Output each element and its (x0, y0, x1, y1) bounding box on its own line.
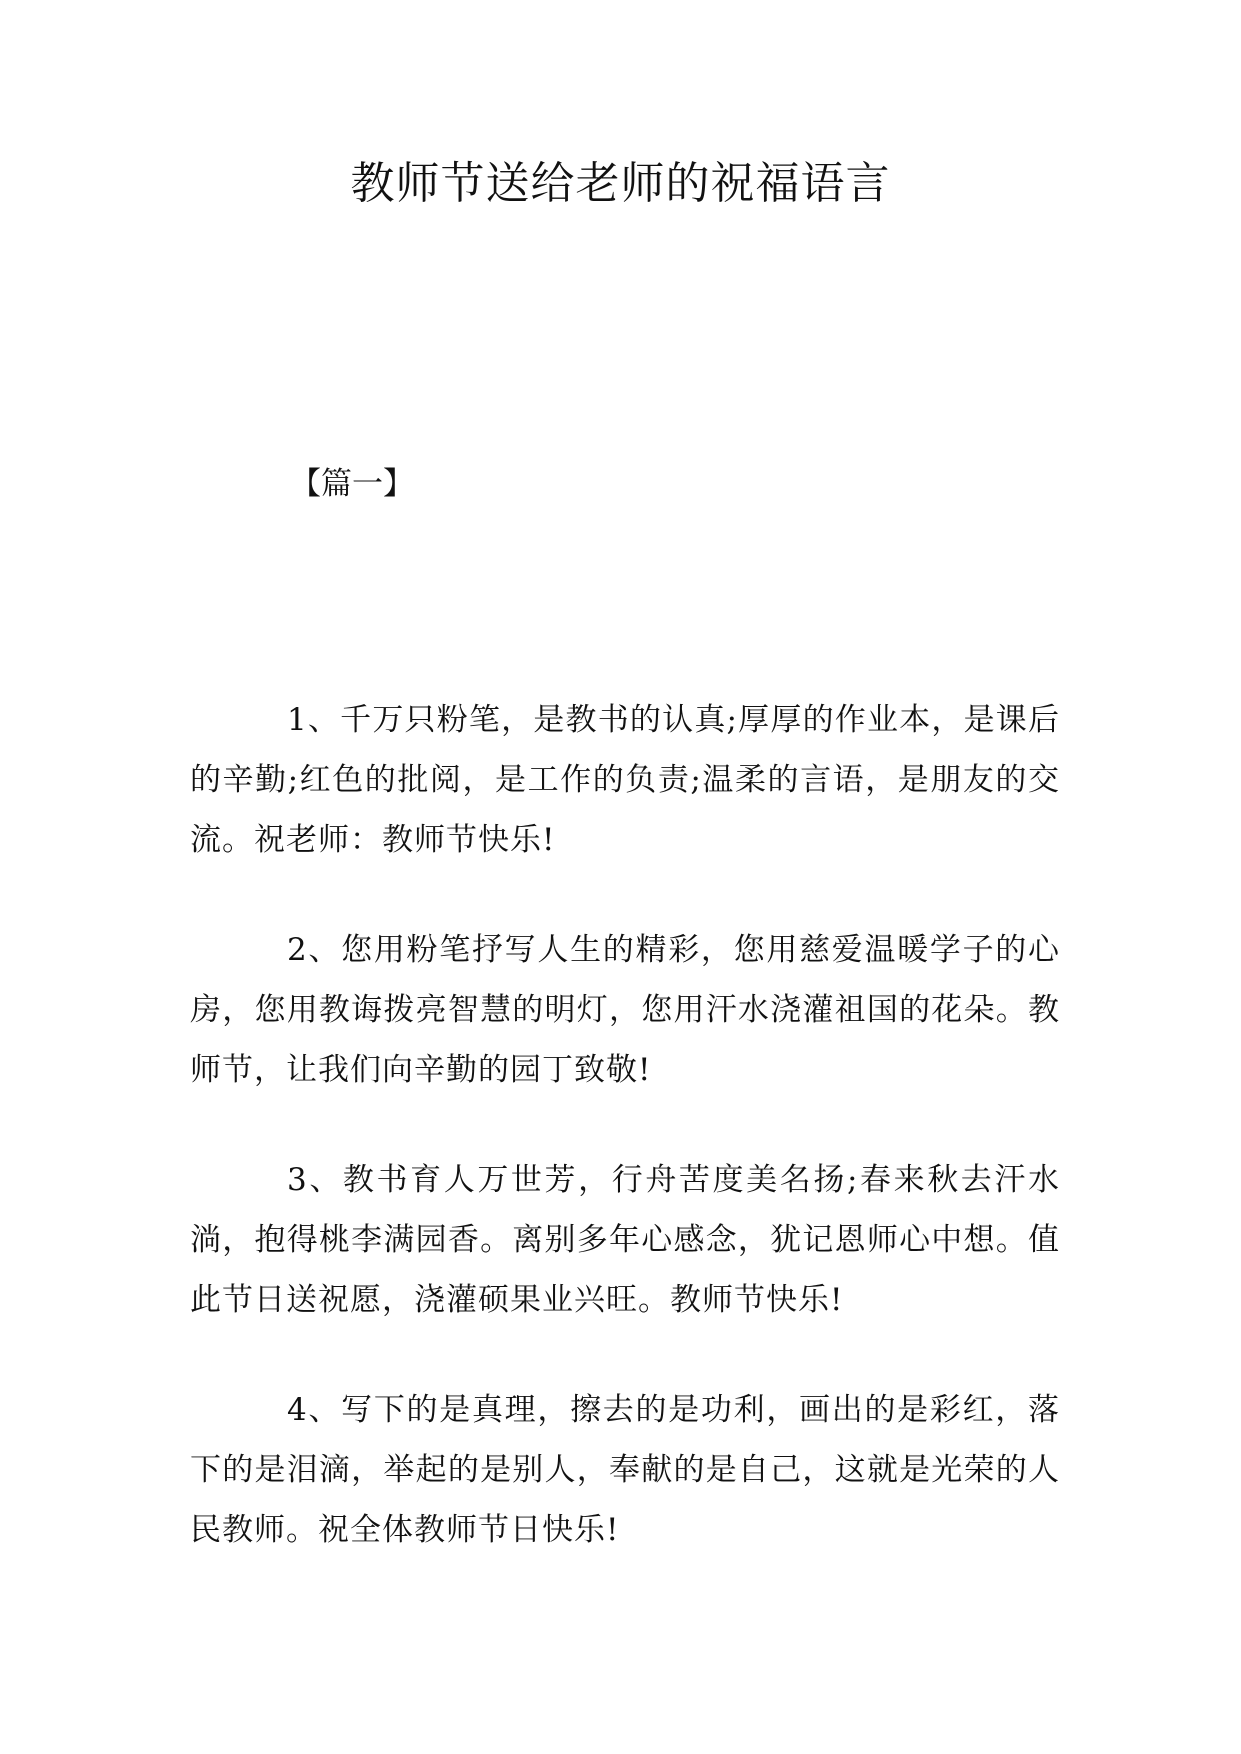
paragraph-2: 2、您用粉笔抒写人生的精彩，您用慈爱温暖学子的心房，您用教诲拨亮智慧的明灯，您用汗水浇灌祖国的花朵。教师节，让我们向辛勤的园丁致敬! (190, 932, 1060, 1088)
paragraph-4: 4、写下的是真理，擦去的是功利，画出的是彩红，落下的是泪滴，举起的是别人，奉献的是自己，这就是光荣的人民教师。祝全体教师节日快乐! (190, 1392, 1060, 1548)
section-label: 【篇一】 (290, 466, 414, 502)
paragraph-1: 1、千万只粉笔，是教书的认真;厚厚的作业本，是课后的辛勤;红色的批阅，是工作的负责;温柔的言语，是朋友的交流。祝老师：教师节快乐! (190, 702, 1060, 858)
paragraph-3: 3、教书育人万世芳，行舟苦度美名扬;春来秋去汗水淌，抱得桃李满园香。离别多年心感念，犹记恩师心中想。值此节日送祝愿，浇灌硕果业兴旺。教师节快乐! (190, 1162, 1060, 1318)
document-title: 教师节送给老师的祝福语言 (350, 158, 891, 209)
